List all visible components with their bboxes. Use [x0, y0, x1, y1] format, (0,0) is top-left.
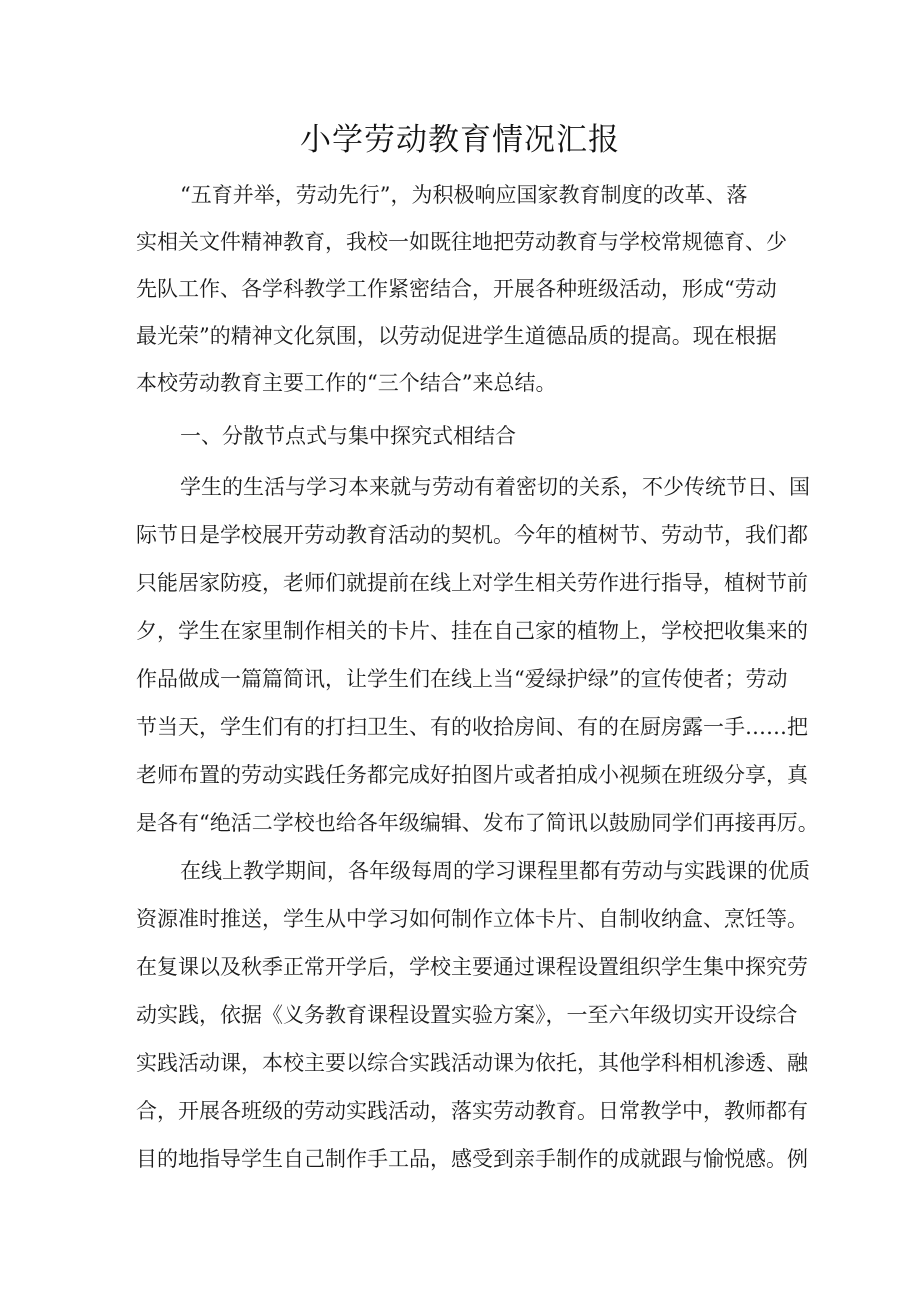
paragraph-line: 目的地指导学生自己制作手工品，感受到亲手制作的成就跟与愉悦感。例 [136, 1147, 808, 1171]
paragraph-line: 动实践，依据《义务教育课程设置实验方案》，一至六年级切实开设综合 [136, 1003, 798, 1027]
paragraph-line: “五育并举，劳动先行”，为积极响应国家教育制度的改革、落 [180, 183, 748, 207]
paragraph-line: 是各有“绝活二学校也给各年级编辑、发布了简讯以鼓励同学们再接再厉。 [136, 811, 819, 835]
paragraph-line: 最光荣”的精神文化氛围，以劳动促进学生道德品质的提高。现在根据 [136, 324, 777, 348]
paragraph-line: 资源准时推送，学生从中学习如何制作立体卡片、自制收纳盒、烹饪等。 [136, 907, 808, 931]
paragraph-line: 本校劳动教育主要工作的“三个结合”来总结。 [136, 371, 557, 395]
paragraph-line: 先队工作、各学科教学工作紧密结合，开展各种班级活动，形成“劳动 [136, 277, 777, 301]
paragraph-line: 在复课以及秋季正常开学后，学校主要通过课程设置组织学生集中探究劳 [136, 955, 808, 979]
paragraph-line: 实相关文件精神教育，我校一如既往地把劳动教育与学校常规德育、少 [136, 230, 787, 254]
paragraph-line: 夕，学生在家里制作相关的卡片、挂在自己家的植物上，学校把收集来的 [136, 619, 808, 643]
paragraph-line: 在线上教学期间，各年级每周的学习课程里都有劳动与实践课的优质 [180, 859, 810, 883]
paragraph-line: 实践活动课，本校主要以综合实践活动课为依托，其他学科相机渗透、融 [136, 1051, 808, 1075]
paragraph-line: 合，开展各班级的劳动实践活动，落实劳动教育。日常教学中，教师都有 [136, 1099, 808, 1123]
paragraph-line: 节当天，学生们有的打扫卫生、有的收拾房间、有的在厨房露一手……把 [136, 715, 808, 739]
paragraph-line: 学生的生活与学习本来就与劳动有着密切的关系，不少传统节日、国 [180, 475, 810, 499]
paragraph-line: 作品做成一篇篇简讯，让学生们在线上当“爱绿护绿”的宣传使者；劳动 [136, 667, 788, 691]
section-heading: 一、分散节点式与集中探究式相结合 [180, 424, 516, 448]
document-title: 小学劳动教育情况汇报 [300, 122, 620, 158]
paragraph-line: 老师布置的劳动实践任务都完成好拍图片或者拍成小视频在班级分享，真 [136, 763, 808, 787]
paragraph-line: 际节日是学校展开劳动教育活动的契机。今年的植树节、劳动节，我们都 [136, 523, 808, 547]
paragraph-line: 只能居家防疫，老师们就提前在线上对学生相关劳作进行指导，植树节前 [136, 571, 808, 595]
